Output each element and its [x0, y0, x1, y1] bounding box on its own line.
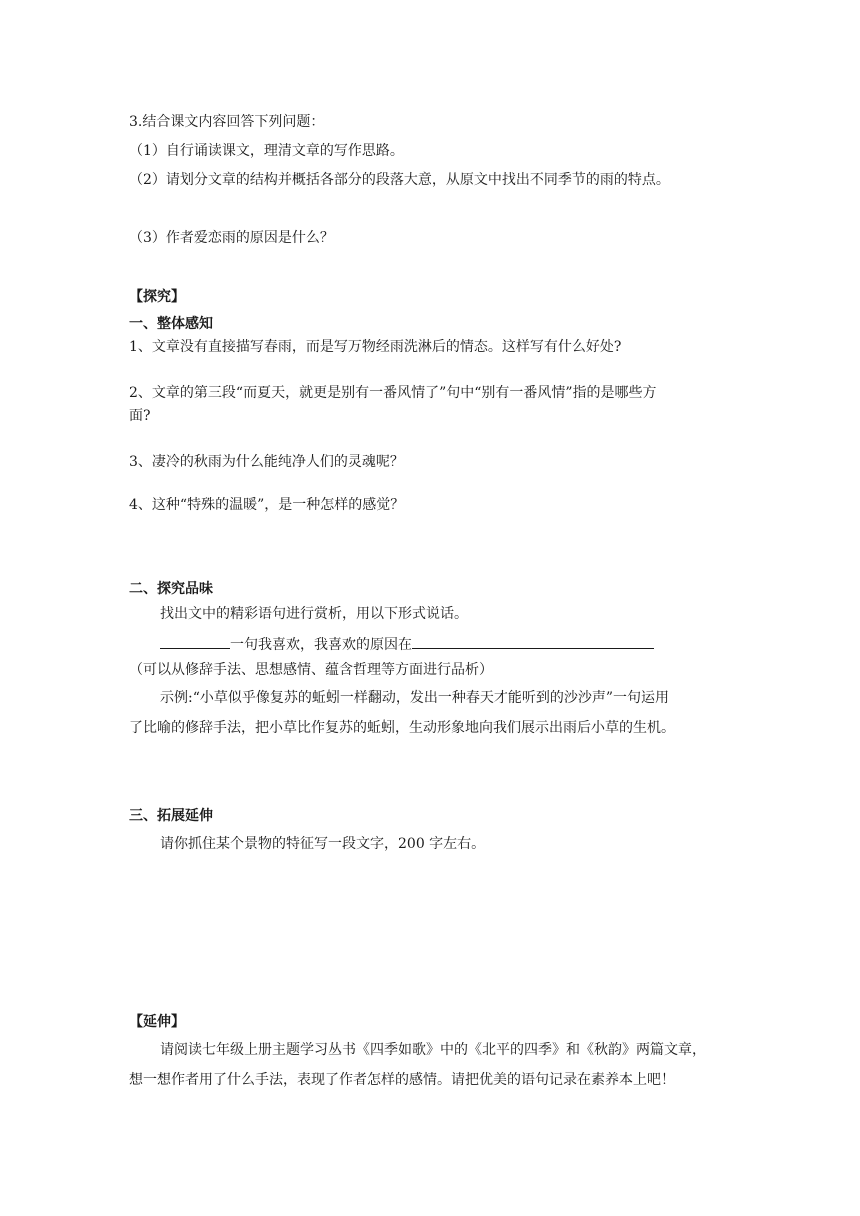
- extend-text-line-1: 请阅读七年级上册主题学习丛书《四季如歌》中的《北平的四季》和《秋韵》两篇文章，: [160, 1042, 706, 1058]
- question-3-part-1: （1）自行诵读课文，理清文章的写作思路。: [129, 143, 404, 159]
- perception-question-3: 3、凄冷的秋雨为什么能纯净人们的灵魂呢？: [129, 454, 404, 470]
- reason-blank[interactable]: [412, 634, 654, 649]
- example-line-2: 了比喻的修辞手法，把小草比作复苏的蚯蚓，生动形象地向我们展示出雨后小草的生机。: [129, 720, 675, 736]
- appreciation-template: [160, 634, 654, 655]
- explore-header: 【探究】: [129, 289, 185, 305]
- perception-question-2-line-1: 2、文章的第三段“而夏天，就更是别有一番风情了”句中“别有一番风情”指的是哪些方: [129, 385, 657, 401]
- extend-text-line-2: 想一想作者用了什么手法，表现了作者怎样的感情。请把优美的语句记录在素养本上吧！: [129, 1072, 675, 1088]
- appreciation-instruction: 找出文中的精彩语句进行赏析，用以下形式说话。: [160, 606, 468, 622]
- template-middle-text: 一句我喜欢，我喜欢的原因在: [230, 637, 412, 653]
- question-3-title: 3.结合课文内容回答下列问题：: [129, 114, 325, 130]
- appreciation-title: 二、探究品味: [129, 581, 213, 597]
- question-3-part-2: （2）请划分文章的结构并概括各部分的段落大意，从原文中找出不同季节的雨的特点。: [129, 172, 670, 188]
- perception-question-4: 4、这种“特殊的温暖”，是一种怎样的感觉？: [129, 497, 405, 513]
- example-line-1: 示例:“小草似乎像复苏的蚯蚓一样翻动，发出一种春天才能听到的沙沙声”一句运用: [160, 690, 670, 706]
- question-3-part-3: （3）作者爱恋雨的原因是什么？: [129, 230, 334, 246]
- perception-question-2-line-2: 面?: [129, 408, 151, 424]
- sentence-blank[interactable]: [160, 634, 230, 649]
- extension-title: 三、拓展延伸: [129, 808, 213, 824]
- appreciation-hint: （可以从修辞手法、思想感情、蕴含哲理等方面进行品析）: [129, 662, 493, 678]
- perception-question-1: 1、文章没有直接描写春雨，而是写万物经雨洗淋后的情态。这样写有什么好处?: [129, 339, 622, 355]
- extension-task: 请你抓住某个景物的特征写一段文字，200 字左右。: [160, 836, 486, 852]
- overall-perception-title: 一、整体感知: [129, 316, 213, 332]
- extend-header: 【延伸】: [129, 1014, 185, 1030]
